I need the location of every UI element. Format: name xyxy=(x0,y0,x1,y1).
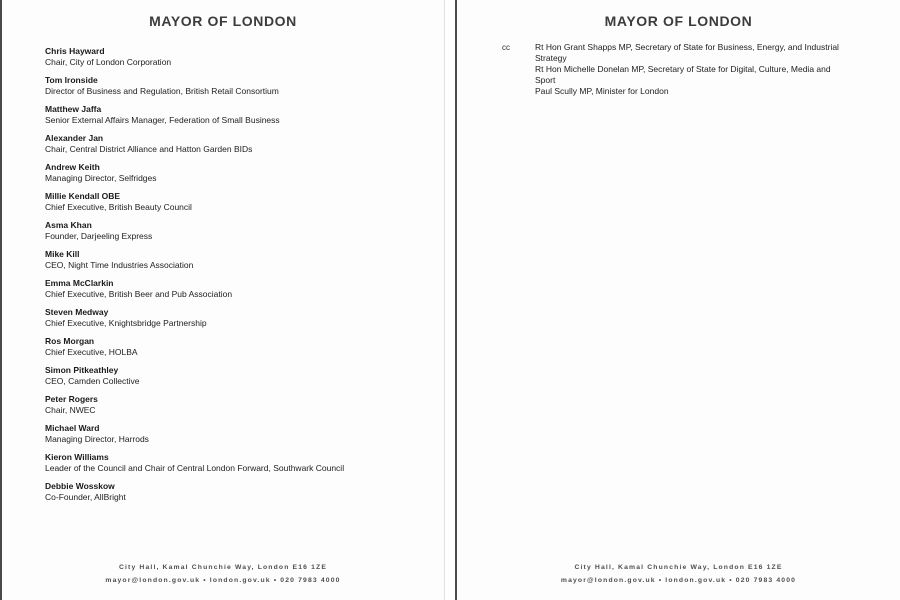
person-role: Chair, Central District Alliance and Hatton Garden BIDs xyxy=(45,144,253,154)
cc-label: cc xyxy=(502,43,510,52)
list-item xyxy=(45,133,420,155)
list-item xyxy=(45,423,420,445)
footer-contact: mayor@london.gov.uk • london.gov.uk • 020 7983 4000 xyxy=(560,577,797,584)
person-name: Mike Kill xyxy=(45,249,80,259)
cc-line: Sport xyxy=(535,75,556,85)
person-name: Simon Pitkeathley xyxy=(45,365,119,375)
list-item xyxy=(45,104,420,126)
cc-line: Rt Hon Grant Shapps MP, Secretary of State for Business, Energy, and Industrial xyxy=(535,42,839,52)
person-role: Managing Director, Selfridges xyxy=(45,173,157,183)
page-1-footer xyxy=(2,561,444,587)
cc-recipients-list xyxy=(535,42,855,97)
person-name: Chris Hayward xyxy=(45,46,105,56)
person-role: Chair, City of London Corporation xyxy=(45,57,172,67)
signatories-list xyxy=(45,46,420,510)
cc-line: Paul Scully MP, Minister for London xyxy=(535,86,669,96)
list-item xyxy=(45,278,420,300)
person-name: Emma McClarkin xyxy=(45,278,114,288)
person-role: Chief Executive, HOLBA xyxy=(45,347,138,357)
person-name: Matthew Jaffa xyxy=(45,104,102,114)
list-item xyxy=(45,394,420,416)
list-item xyxy=(45,481,420,503)
page-2-footer xyxy=(457,561,900,587)
list-item xyxy=(45,365,420,387)
list-item xyxy=(45,336,420,358)
person-role: Chief Executive, Knightsbridge Partnership xyxy=(45,318,207,328)
person-name: Peter Rogers xyxy=(45,394,98,404)
person-name: Millie Kendall OBE xyxy=(45,191,121,201)
person-role: Chief Executive, British Beauty Council xyxy=(45,202,192,212)
page-1-letterhead-title: MAYOR OF LONDON xyxy=(149,13,297,29)
person-role: Chief Executive, British Beer and Pub Association xyxy=(45,289,233,299)
person-role: Founder, Darjeeling Express xyxy=(45,231,153,241)
page-2 xyxy=(455,0,900,600)
person-name: Michael Ward xyxy=(45,423,100,433)
person-name: Kieron Williams xyxy=(45,452,109,462)
person-role: Senior External Affairs Manager, Federation of Small Business xyxy=(45,115,280,125)
person-role: Co-Founder, AllBright xyxy=(45,492,126,502)
footer-address: City Hall, Kamal Chunchie Way, London E16 1ZE xyxy=(574,564,783,571)
page-1 xyxy=(0,0,445,600)
list-item xyxy=(45,452,420,474)
person-role: Managing Director, Harrods xyxy=(45,434,149,444)
person-role: Leader of the Council and Chair of Central London Forward, Southwark Council xyxy=(45,463,345,473)
person-name: Andrew Keith xyxy=(45,162,100,172)
person-name: Tom Ironside xyxy=(45,75,98,85)
footer-address: City Hall, Kamal Chunchie Way, London E16 1ZE xyxy=(118,564,328,571)
page-2-letterhead-title: MAYOR OF LONDON xyxy=(604,13,753,29)
person-role: Chair, NWEC xyxy=(45,405,96,415)
person-name: Steven Medway xyxy=(45,307,109,317)
list-item xyxy=(45,46,420,68)
footer-contact: mayor@london.gov.uk • london.gov.uk • 020 7983 4000 xyxy=(105,577,341,584)
list-item xyxy=(45,191,420,213)
person-role: CEO, Camden Collective xyxy=(45,376,140,386)
list-item xyxy=(45,162,420,184)
person-role: CEO, Night Time Industries Association xyxy=(45,260,194,270)
person-name: Alexander Jan xyxy=(45,133,104,143)
list-item xyxy=(45,220,420,242)
list-item xyxy=(45,307,420,329)
person-name: Ros Morgan xyxy=(45,336,95,346)
person-role: Director of Business and Regulation, British Retail Consortium xyxy=(45,86,279,96)
person-name: Asma Khan xyxy=(45,220,92,230)
cc-line: Strategy xyxy=(535,53,567,63)
person-name: Debbie Wosskow xyxy=(45,481,115,491)
list-item xyxy=(45,75,420,97)
list-item xyxy=(45,249,420,271)
cc-line: Rt Hon Michelle Donelan MP, Secretary of State for Digital, Culture, Media and xyxy=(535,64,831,74)
